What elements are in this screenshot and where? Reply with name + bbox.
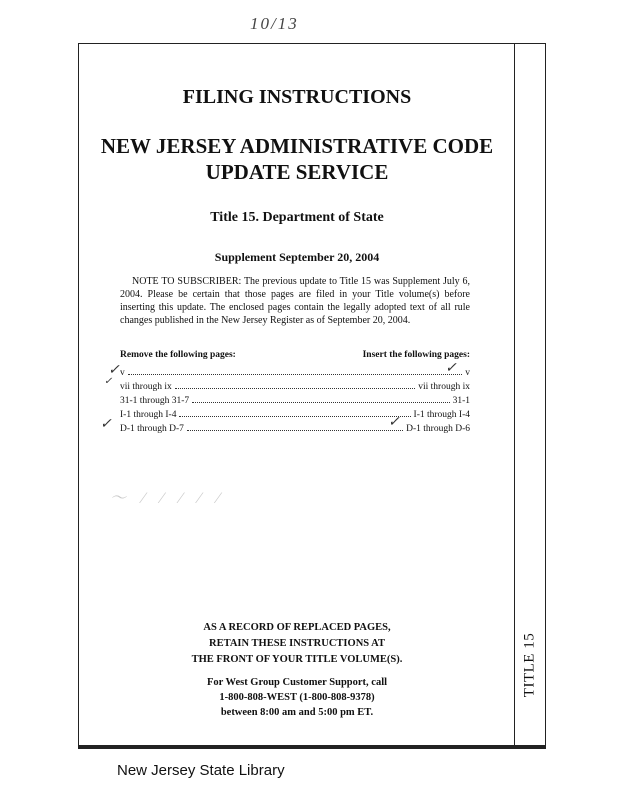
support-line-3: between 8:00 am and 5:00 pm ET. — [220, 707, 374, 718]
insert-pages: I-1 through I-4 — [413, 410, 470, 420]
supplement-date: Supplement September 20, 2004 — [214, 250, 380, 264]
page-row — [120, 392, 470, 406]
check-mark-icon: ✓ — [104, 376, 113, 387]
tab-column-divider — [514, 43, 515, 749]
remove-pages: vii through ix — [120, 382, 172, 392]
subtitle-line-2: UPDATE SERVICE — [205, 160, 389, 184]
page-row — [120, 406, 470, 420]
insert-pages: vii through ix — [418, 382, 470, 392]
remove-pages: 31-1 through 31-7 — [120, 396, 190, 406]
faint-handwriting: 〜 ∕ ∕ ∕ ∕ ∕ — [110, 490, 226, 507]
page-title: FILING INSTRUCTIONS — [182, 86, 412, 108]
library-footer: New Jersey State Library — [117, 762, 285, 779]
remove-heading: Remove the following pages: — [120, 350, 236, 360]
page-row — [120, 378, 470, 392]
record-line-1: AS A RECORD OF REPLACED PAGES, — [203, 622, 391, 633]
record-instructions — [80, 620, 514, 668]
record-line-3: THE FRONT OF YOUR TITLE VOLUME(S). — [191, 654, 403, 665]
dot-leader — [187, 430, 403, 431]
insert-pages: v — [465, 368, 470, 378]
insert-pages: D-1 through D-6 — [406, 424, 470, 434]
check-mark-icon: ✓ — [100, 417, 112, 432]
pages-table — [120, 364, 470, 434]
support-line-1: For West Group Customer Support, call — [206, 677, 388, 688]
check-mark-icon: ✓ — [108, 363, 120, 378]
pages-header — [120, 350, 470, 360]
support-line-2: 1-800-808-WEST (1-800-808-9378) — [219, 692, 375, 703]
remove-pages: I-1 through I-4 — [120, 410, 177, 420]
subscriber-note — [120, 275, 470, 327]
page-row — [120, 364, 470, 378]
record-line-2: RETAIN THESE INSTRUCTIONS AT — [209, 638, 385, 649]
remove-pages: v — [120, 368, 125, 378]
check-mark-icon: ✓ — [445, 361, 457, 376]
dot-leader — [175, 388, 416, 389]
customer-support — [80, 675, 514, 720]
frame-bottom-rule — [78, 745, 546, 748]
insert-heading: Insert the following pages: — [362, 350, 470, 360]
handwritten-note: 10/13 — [250, 14, 299, 33]
check-mark-icon: ✓ — [388, 415, 400, 430]
dot-leader — [179, 416, 410, 417]
dot-leader — [192, 402, 449, 403]
page-row — [120, 420, 470, 434]
insert-pages: 31-1 — [452, 396, 470, 406]
subscriber-note-text: NOTE TO SUBSCRIBER: The previous update to Title 15 was Supplement July 6, 2004. Please be certain that those pages are filed in your Title volume(s) before inserting this update. The enclosed pages contain the legally adopted text of all rule changes published in the New Jersey Register as of September 20, 2004. — [120, 276, 470, 326]
title-name: Title 15. Department of State — [210, 210, 384, 225]
subtitle — [80, 133, 514, 185]
subtitle-line-1: NEW JERSEY ADMINISTRATIVE CODE — [100, 134, 494, 158]
remove-pages: D-1 through D-7 — [120, 424, 184, 434]
dot-leader — [128, 374, 463, 375]
title-tab-label: TITLE 15 — [521, 632, 538, 698]
